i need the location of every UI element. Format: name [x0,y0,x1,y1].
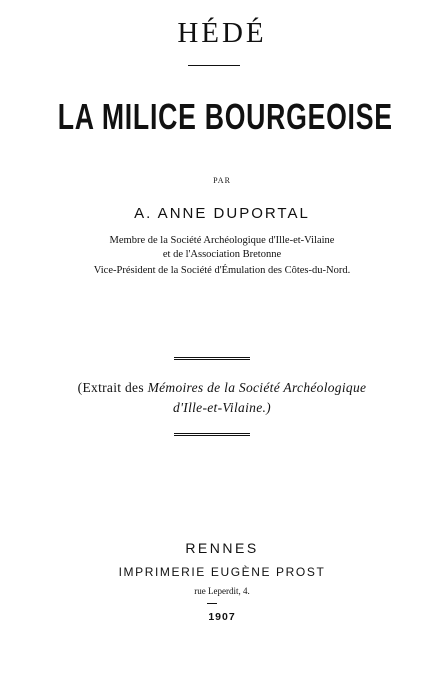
credential-line-2: et de l'Association Bretonne [162,249,282,260]
short-rule [188,65,240,66]
place-title: HÉDÉ [177,17,267,49]
tiny-rule [207,603,217,604]
main-title: LA MILICE BOURGEOISE [57,96,393,137]
author-name: A. ANNE DUPORTAL [134,205,310,222]
extract-note-line-2: d'Ille-et-Vilaine.) [173,400,271,415]
imprint-printer: IMPRIMERIE EUGÈNE PROST [118,565,326,579]
double-rule-lower [174,433,250,436]
imprint-street: rue Leperdit, 4. [194,586,250,596]
by-label: PAR [213,176,231,185]
imprint-city: RENNES [185,540,259,556]
credential-line-1: Membre de la Société Archéologique d'Ille-et-Vilaine [109,235,335,246]
extract-open: (Extrait des [77,380,148,395]
credential-line-3: Vice-Président de la Société d'Émulation des Côtes-du-Nord. [93,265,351,276]
double-rule-upper [174,357,250,360]
imprint-year: 1907 [208,611,236,623]
extract-note-line-1 [0,380,444,396]
journal-title: Mémoires de la Société Archéologique [147,380,367,395]
